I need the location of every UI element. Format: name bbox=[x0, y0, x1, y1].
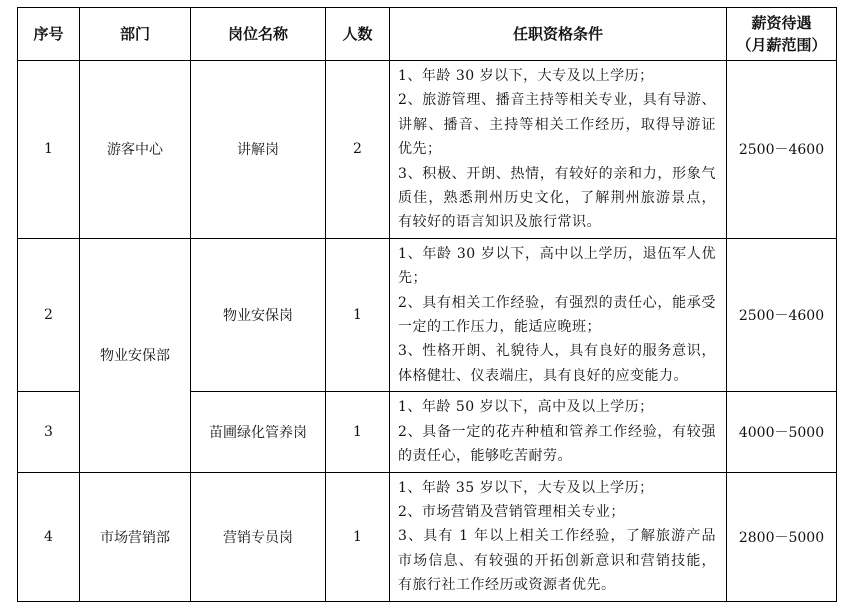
header-row bbox=[18, 8, 837, 61]
requirement-item: 3、性格开朗、礼貌待人，具有良好的服务意识，体格健壮、仪表端庄，具有良好的应变能力。 bbox=[398, 343, 716, 384]
row-dept: 游客中心 bbox=[80, 61, 191, 239]
row-requirements bbox=[390, 61, 727, 239]
row-seq: 4 bbox=[18, 472, 80, 601]
row-position: 讲解岗 bbox=[191, 61, 326, 239]
recruitment-table bbox=[17, 7, 837, 602]
header-position: 岗位名称 bbox=[191, 8, 326, 61]
requirement-item: 1、年龄 35 岁以下，大专及以上学历； bbox=[398, 479, 654, 496]
requirement-item: 1、年龄 30 岁以下，高中以上学历，退伍军人优先； bbox=[398, 245, 716, 287]
row-position: 苗圃绿化管养岗 bbox=[191, 392, 326, 472]
requirement-item: 3、具有 1 年以上相关工作经验，了解旅游产品市场信息、有较强的开拓创新意识和营销技能，有旅行社工作经历或资源者优先。 bbox=[398, 528, 716, 594]
row-salary: 2500－4600 bbox=[727, 238, 837, 391]
row-count: 1 bbox=[326, 238, 390, 391]
header-requirements: 任职资格条件 bbox=[390, 8, 727, 61]
row-requirements bbox=[390, 472, 727, 601]
row-dept: 市场营销部 bbox=[80, 472, 191, 601]
requirement-item: 2、旅游管理、播音主持等相关专业，具有导游、讲解、播音、主持等相关工作经历，取得导游证优先； bbox=[398, 92, 716, 158]
row-salary: 2500－4600 bbox=[727, 61, 837, 239]
row-requirements bbox=[390, 238, 727, 391]
requirement-item: 1、年龄 50 岁以下，高中及以上学历； bbox=[398, 399, 654, 416]
header-dept: 部门 bbox=[80, 8, 191, 61]
row-count: 2 bbox=[326, 61, 390, 239]
requirement-item: 3、积极、开朗、热情，有较好的亲和力，形象气质佳，熟悉荆州历史文化，了解荆州旅游景点，有较好的语言知识及旅行常识。 bbox=[398, 165, 716, 231]
requirement-item: 2、具备一定的花卉种植和管养工作经验，有较强的责任心，能够吃苦耐劳。 bbox=[398, 423, 716, 465]
header-seq: 序号 bbox=[18, 8, 80, 61]
row-position: 物业安保岗 bbox=[191, 238, 326, 391]
table-row bbox=[18, 61, 837, 239]
header-salary-line1: 薪资待遇 bbox=[751, 14, 812, 32]
row-dept: 物业安保部 bbox=[80, 238, 191, 472]
requirement-item: 2、市场营销及营销管理相关专业； bbox=[398, 503, 625, 520]
row-count: 1 bbox=[326, 472, 390, 601]
table-row bbox=[18, 238, 837, 391]
row-seq: 2 bbox=[18, 238, 80, 391]
header-count: 人数 bbox=[326, 8, 390, 61]
row-salary: 4000－5000 bbox=[727, 392, 837, 472]
row-count: 1 bbox=[326, 392, 390, 472]
requirement-item: 1、年龄 30 岁以下，大专及以上学历； bbox=[398, 68, 654, 84]
row-seq: 1 bbox=[18, 61, 80, 239]
header-salary bbox=[727, 8, 837, 61]
header-salary-line2: （月薪范围） bbox=[736, 36, 827, 54]
row-seq: 3 bbox=[18, 392, 80, 472]
row-salary: 2800－5000 bbox=[727, 472, 837, 601]
requirement-item: 2、具有相关工作经验，有强烈的责任心，能承受一定的工作压力，能适应晚班； bbox=[398, 294, 716, 336]
table-row bbox=[18, 472, 837, 601]
row-requirements bbox=[390, 392, 727, 472]
row-position: 营销专员岗 bbox=[191, 472, 326, 601]
